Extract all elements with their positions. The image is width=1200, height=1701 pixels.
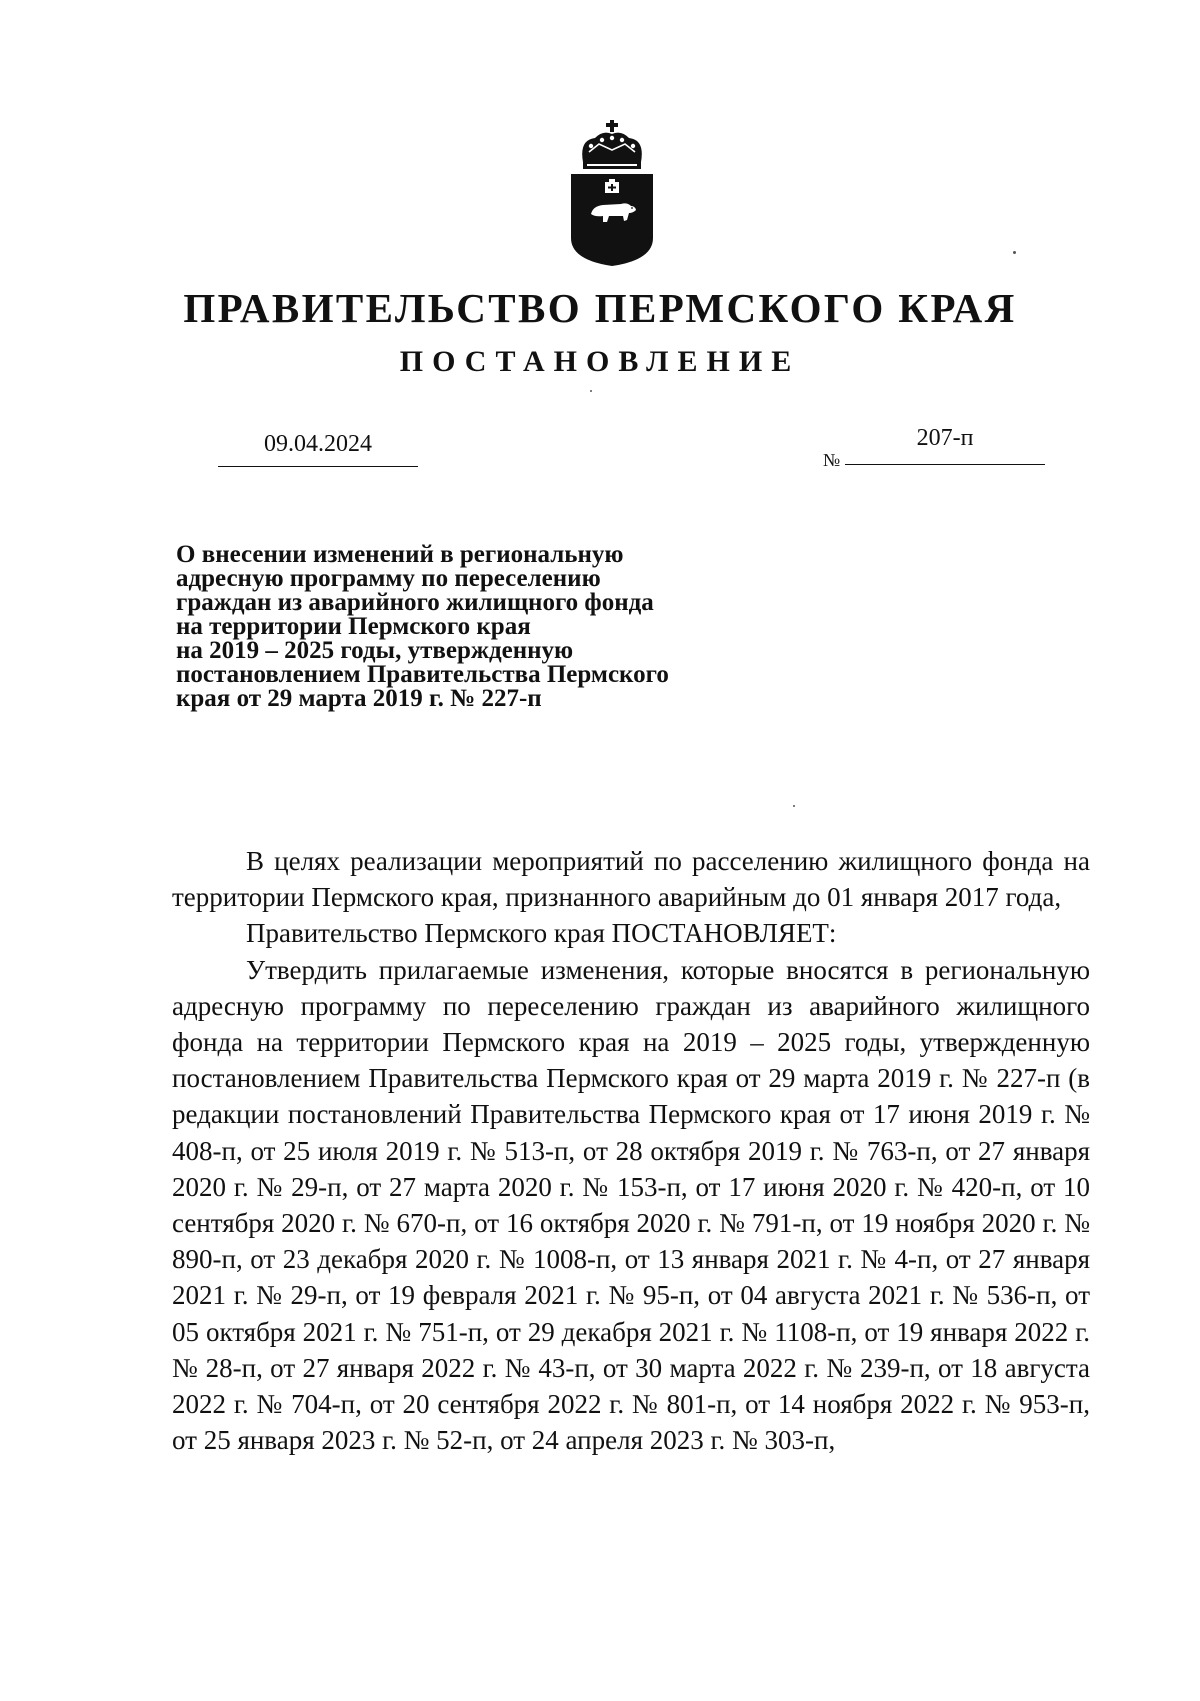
document-body bbox=[172, 843, 1090, 1458]
subject-line: адресную программу по переселению bbox=[176, 565, 601, 592]
government-title: ПРАВИТЕЛЬСТВО ПЕРМСКОГО КРАЯ bbox=[183, 285, 1017, 331]
subject-line: края от 29 марта 2019 г. № 227-п bbox=[176, 685, 542, 712]
body-paragraph-purpose: В целях реализации мероприятий по расселению жилищного фонда на территории Пермского края, признанного аварийным до 01 января 2017 года, bbox=[172, 846, 1090, 913]
subject-line: О внесении изменений в региональную bbox=[176, 541, 624, 568]
body-paragraph-resolves: Правительство Пермского края ПОСТАНОВЛЯЕТ: bbox=[246, 918, 837, 949]
document-subject bbox=[176, 543, 776, 711]
coat-of-arms-emblem bbox=[569, 118, 655, 268]
document-date: 09.04.2024 bbox=[218, 430, 418, 467]
subject-line: постановлением Правительства Пермского bbox=[176, 661, 669, 688]
subject-line: на 2019 – 2025 годы, утвержденную bbox=[176, 637, 574, 664]
subject-line: на территории Пермского края bbox=[176, 613, 531, 640]
number-sign: № bbox=[823, 450, 841, 470]
scan-speck bbox=[590, 390, 592, 392]
document-number: 207-п bbox=[845, 424, 1045, 465]
body-paragraph-approve: Утвердить прилагаемые изменения, которые вносятся в региональную адресную программу по переселению граждан из аварийного жилищного фонда на территории Пермского края на 2019 – 2025 годы, утвержденную постановлением Правительства Пермского края от 29 марта 2019 г. № 227-п (в редакции постановлений Правительства Пермского края от 17 июня 2019 г. № 408-п, от 25 июля 2019 г. № 513-п, от 28 октября 2019 г. № 763-п, от 27 января 2020 г. № 29-п, от 27 марта 2020 г. № 153-п, от 17 июня 2020 г. № 420-п, от 10 сентября 2020 г. № 670-п, от 16 октября 2020 г. № 791-п, от 19 ноября 2020 г. № 890-п, от 23 декабря 2020 г. № 1008-п, от 13 января 2021 г. № 4-п, от 27 января 2021 г. № 29-п, от 19 февраля 2021 г. № 95-п, от 04 августа 2021 г. № 536-п, от 05 октября 2021 г. № 751-п, от 29 декабря 2021 г. № 1108-п, от 19 января 2022 г. № 28-п, от 27 января 2022 г. № 43-п, от 30 марта 2022 г. № 239-п, от 18 августа 2022 г. № 704-п, от 20 сентября 2022 г. № 801-п, от 14 ноября 2022 г. № 953-п, от 25 января 2023 г. № 52-п, от 24 апреля 2023 г. № 303-п, bbox=[172, 954, 1090, 1456]
document-type: ПОСТАНОВЛЕНИЕ bbox=[399, 345, 801, 378]
subject-line: граждан из аварийного жилищного фонда bbox=[176, 589, 654, 616]
scan-speck bbox=[1013, 251, 1016, 254]
scan-speck bbox=[793, 805, 795, 807]
